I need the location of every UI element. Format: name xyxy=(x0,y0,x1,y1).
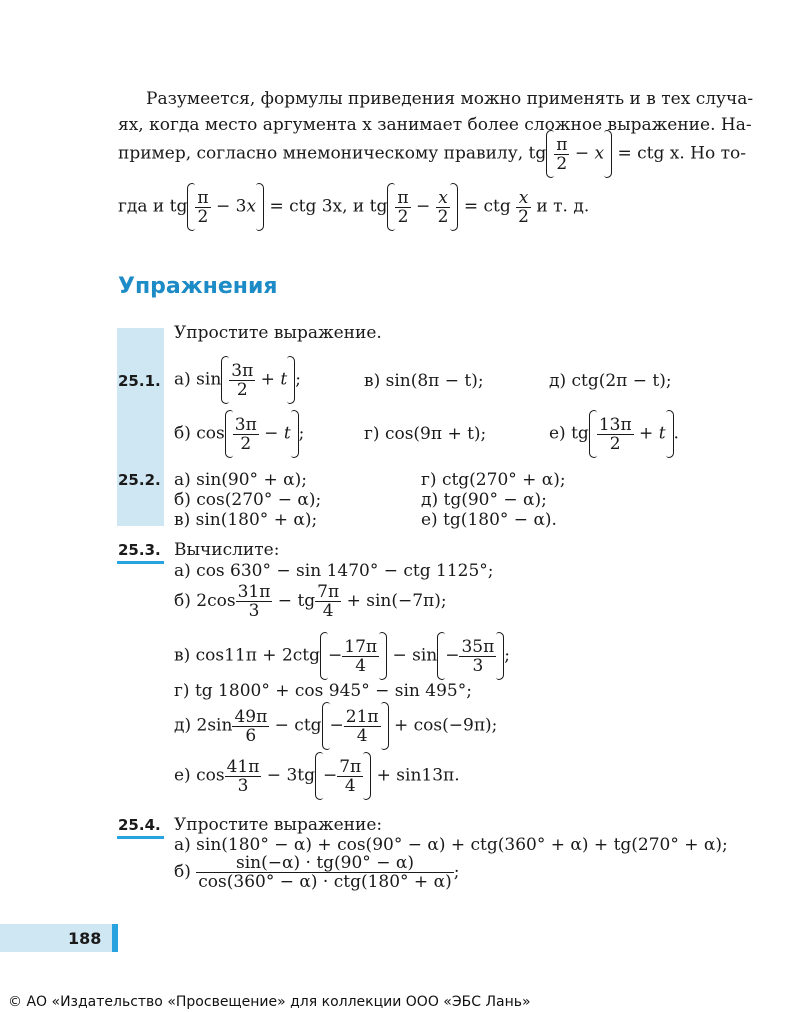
item-text: е) cos xyxy=(174,765,225,786)
ex25-3-a: а) cos 630° − sin 1470° − ctg 1125°; xyxy=(174,561,494,581)
ex25-2-d: д) tg(90° − α); xyxy=(421,490,547,510)
fraction: $\frac{49\pi}{6}$ xyxy=(234,706,268,746)
ex25-3-b xyxy=(174,583,447,620)
paren-left xyxy=(221,356,229,404)
intro-text: и т. д. xyxy=(536,196,590,217)
ex25-3-number: 25.3. xyxy=(118,541,161,559)
fraction-numerator: sin(−α) · tg(90° − α) xyxy=(196,854,453,873)
paren-right xyxy=(604,130,612,178)
ex25-3-e: е) cos $\frac{41\pi}{3}$ − 3tg − $\frac{7\pi}{4}$ + sin13π. xyxy=(174,752,460,800)
paren-right xyxy=(256,183,264,231)
paren-right xyxy=(287,356,295,404)
fraction: $\frac{31\pi}{3}$ xyxy=(237,582,271,621)
ex25-2-number: 25.2. xyxy=(118,471,161,489)
paren-right xyxy=(496,632,504,680)
item-text: б) xyxy=(174,862,191,882)
paren-left xyxy=(320,632,328,680)
fraction: $\frac{\pi}{2}$ xyxy=(197,187,209,227)
item-text: б) cos xyxy=(174,423,225,444)
fraction: $\frac{x}{2}$ xyxy=(437,187,449,227)
ex25-1-d: д) ctg(2π − t); xyxy=(549,371,672,391)
paren-left xyxy=(387,183,395,231)
paren-left xyxy=(225,410,233,458)
intro-line-2: ях, когда место аргумента x занимает более сложное выражение. На- xyxy=(118,115,752,135)
ex25-2-e: е) tg(180° − α). xyxy=(421,510,557,530)
paren-right xyxy=(379,632,387,680)
fraction: $\frac{3\pi}{2}$ xyxy=(234,414,257,454)
intro-text: = ctg x. Но то- xyxy=(617,143,747,164)
ex25-3-instruction: Вычислите: xyxy=(174,540,280,560)
page-number: 188 xyxy=(68,929,102,948)
ex25-2-g: г) ctg(270° + α); xyxy=(421,470,566,490)
ex25-1-v: в) sin(8π − t); xyxy=(364,371,484,391)
fraction xyxy=(196,854,453,891)
ex25-4-number: 25.4. xyxy=(118,816,161,834)
fraction: $\frac{7\pi}{4}$ xyxy=(339,756,362,796)
fraction: $\frac{35\pi}{3}$ xyxy=(461,636,495,676)
ex25-4-underline xyxy=(117,836,164,839)
ex25-4-b: б) $\frac{\sin(-\alpha) \cdot tg(90^\circ - \alpha)}{\text{cos(360° − α) · ctg(180° + α)}}$ ; xyxy=(174,853,460,892)
copyright-footer: © АО «Издательство «Просвещение» для коллекции ООО «ЭБС Лань» xyxy=(8,994,531,1010)
item-text: + sin(−7π); xyxy=(346,591,447,611)
item-text: − tg xyxy=(277,591,316,611)
ex25-1-e: е) tg $\frac{13\pi}{2}$ + t . xyxy=(549,410,679,458)
ex25-1-a: а) sin $\frac{3\pi}{2}$ + t ; xyxy=(174,356,301,404)
ex25-3-v: в) cos11π + 2ctg − $\frac{17\pi}{4}$ − sin − $\frac{35\pi}{3}$ ; xyxy=(174,632,510,680)
ex25-1-instruction: Упростите выражение. xyxy=(174,323,382,343)
fraction: $\frac{x}{2}$ xyxy=(518,187,529,227)
item-text: б) 2cos xyxy=(174,591,236,611)
fraction: $\frac{3\pi}{2}$ xyxy=(231,360,254,400)
paren-right xyxy=(363,752,371,800)
ex25-2-v: в) sin(180° + α); xyxy=(174,510,318,530)
paren-right xyxy=(450,183,458,231)
paren-right xyxy=(381,702,389,750)
page-number-bar xyxy=(112,924,118,952)
paren-right xyxy=(666,410,674,458)
intro-line-4: гда и tg $\frac{\pi}{2}$ − 3x = ctg 3x, и tg $\frac{\pi}{2}$ − $\frac{x}{2}$ = ctg $\frac{x}{2}$ и т. д. xyxy=(118,183,589,231)
ex25-1-g: г) cos(9π + t); xyxy=(364,424,487,444)
intro-text: гда и tg xyxy=(118,196,188,217)
item-text: + cos(−9π); xyxy=(394,715,498,736)
fraction: $\frac{21\pi}{4}$ xyxy=(345,706,379,746)
ex25-2-a: а) sin(90° + α); xyxy=(174,470,307,490)
exercise-shade xyxy=(117,328,164,526)
paren-left xyxy=(546,130,554,178)
ex25-1-number: 25.1. xyxy=(118,372,161,390)
ex25-3-d: д) 2sin $\frac{49\pi}{6}$ − ctg − $\frac{21\pi}{4}$ + cos(−9π); xyxy=(174,702,497,750)
section-title: Упражнения xyxy=(118,274,278,299)
fraction-denominator: cos(360° − α) · ctg(180° + α) xyxy=(198,872,452,892)
item-text: д) 2sin xyxy=(174,715,233,736)
paren-right xyxy=(291,410,299,458)
item-text: а) sin xyxy=(174,369,222,390)
item-text: е) tg xyxy=(549,423,589,444)
intro-text: пример, согласно мнемоническому правилу, tg xyxy=(118,143,547,164)
intro-line-1: Разумеется, формулы приведения можно применять и в тех случа- xyxy=(146,89,754,109)
item-text: в) cos11π + 2ctg xyxy=(174,645,320,666)
paren-left xyxy=(322,702,330,750)
paren-left xyxy=(315,752,323,800)
fraction: $\frac{7\pi}{4}$ xyxy=(317,582,340,621)
intro-text: = ctg 3x, и tg xyxy=(269,196,388,217)
intro-text: = ctg xyxy=(463,196,511,217)
paren-left xyxy=(437,632,445,680)
ex25-3-underline xyxy=(117,561,164,564)
fraction: $\frac{41\pi}{3}$ xyxy=(226,756,260,796)
ex25-3-g: г) tg 1800° + cos 945° − sin 495°; xyxy=(174,681,472,701)
ex25-2-b: б) cos(270° − α); xyxy=(174,490,322,510)
item-text: + sin13π. xyxy=(376,765,460,786)
ex25-4-a: а) sin(180° − α) + cos(90° − α) + ctg(360° + α) + tg(270° + α); xyxy=(174,835,728,855)
ex25-1-b: б) cos $\frac{3\pi}{2}$ − t ; xyxy=(174,410,304,458)
item-text: − 3tg xyxy=(266,765,315,786)
fraction: $\frac{13\pi}{2}$ xyxy=(598,414,632,454)
item-text: − ctg xyxy=(274,715,322,736)
fraction: $\frac{\pi}{2}$ xyxy=(397,187,409,227)
paren-left xyxy=(589,410,597,458)
item-text: − sin xyxy=(392,645,438,666)
ex25-4-instruction: Упростите выражение: xyxy=(174,815,383,835)
intro-line-3: пример, согласно мнемоническому правилу, tg $\frac{\pi}{2}$ − x = ctg x. Но то- xyxy=(118,130,746,178)
fraction: $\frac{17\pi}{4}$ xyxy=(344,636,378,676)
paren-left xyxy=(187,183,195,231)
fraction: $\frac{\pi}{2}$ xyxy=(556,134,568,174)
